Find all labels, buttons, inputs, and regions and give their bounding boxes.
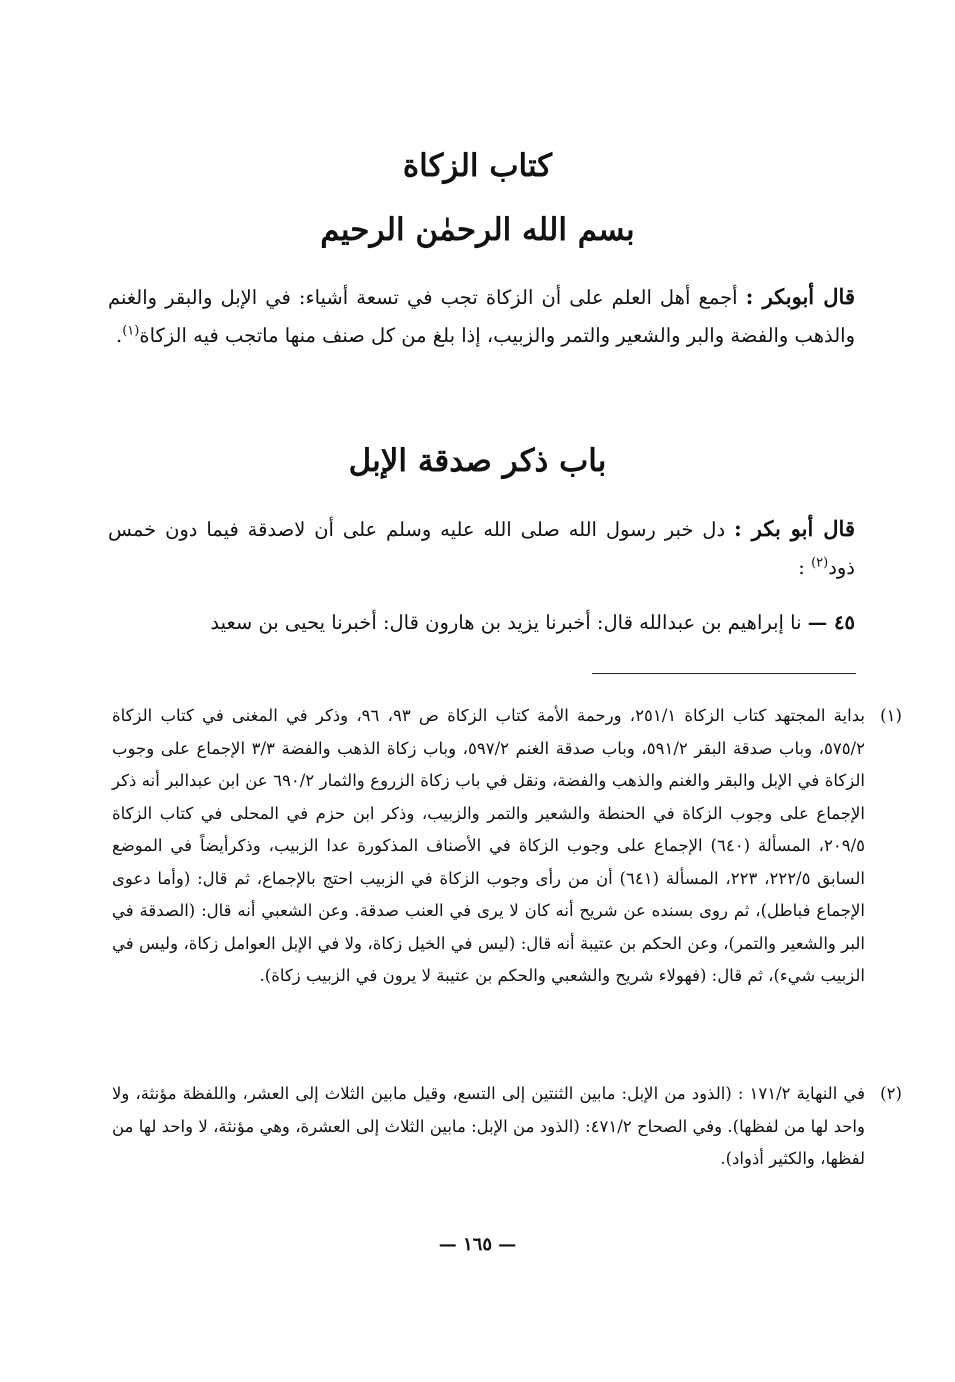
footnote-ref-1: (١) xyxy=(122,323,140,339)
narration-text: نا إبراهيم بن عبدالله قال: أخبرنا يزيد بن هارون قال: أخبرنا يحيى بن سعيد xyxy=(210,611,802,634)
section-title: باب ذكر صدقة الإبل xyxy=(348,443,607,479)
book-title: كتاب الزكاة xyxy=(402,148,553,184)
intro-paragraph xyxy=(108,278,855,355)
hadith-intro-end: : xyxy=(798,556,805,579)
basmala: بسم الله الرحمٰن الرحيم xyxy=(320,212,635,248)
intro-speaker: قال أبوبكر : xyxy=(745,284,855,309)
footnote-ref-2: (٢) xyxy=(811,555,829,571)
narration-paragraph xyxy=(108,604,855,642)
footnote-2-text: في النهاية ١٧١/٢ : (الذود من الإبل: مابين الثنتين إلى التسع، وقيل مابين الثلاث إلى العشر، واللفظة مؤنثة، ولا واحد لها من لفظها). وفي الصحاح ٤٧١/٢: (الذود من الإبل: مابين الثلاث إلى العشرة، وهي مؤنثة، لا واحد لها من لفظها، والكثير أذواد). xyxy=(112,1084,866,1168)
intro-text: أجمع أهل العلم على أن الزكاة تجب في تسعة أشياء: في الإبل والبقر والغنم والذهب والفضة والبر والشعير والتمر والزبيب، إذا بلغ من كل صنف منها ماتجب فيه الزكاة xyxy=(108,286,855,347)
page-number: — ١٦٥ — xyxy=(438,1234,517,1255)
footnote-1-text: بداية المجتهد كتاب الزكاة ٢٥١/١، ورحمة الأمة كتاب الزكاة ص ٩٣، ٩٦، وذكر في المغنى في كتاب الزكاة ٥٧٥/٢، وباب صدقة البقر ٥٩١/٢، وباب صدقة الغنم ٥٩٧/٢، وباب زكاة الذهب والفضة ٣/٣ الإجماع على وجوب الزكاة في الإبل والبقر والغنم والذهب والفضة، ونقل في باب زكاة الزروع والثمار ٦٩٠/٢ عن ابن عبدالبر أنه ذكر الإجماع على وجوب الزكاة في الحنطة والشعير والتمر والزبيب، وذكر ابن حزم في المحلى في كتاب الزكاة ٢٠٩/٥، المسألة (٦٤٠) الإجماع على وجوب الزكاة في الأصناف المذكورة عدا الزبيب، وذكرأيضاً في الموضع السابق ٢٢٢/٥، ٢٢٣، المسألة (٦٤١) أن من رأى وجوب الزكاة في الزبيب احتج بالإجماع، ثم قال: (وأما دعوى الإجماع فباطل)، ثم روى بسنده عن شريح أنه كان لا يرى في العنب صدقة. وعن الشعبي أنه قال: (الصدقة في البر والشعير والتمر)، وعن الحكم بن عتيبة أنه قال: (ليس في الخيل زكاة، ولا في الإبل العوامل زكاة، وليس في الزبيب شيء)، ثم قال: (فهولاء شريح والشعبي والحكم بن عتيبة لا يرون في الزبيب زكاة). xyxy=(112,706,866,985)
hadith-intro-text: دل خبر رسول الله صلى الله عليه وسلم على أن لاصدقة فيما دون خمس ذود xyxy=(108,518,855,579)
footnote-2 xyxy=(112,1078,902,1176)
hadith-intro-speaker: قال أبو بكر : xyxy=(734,516,855,541)
intro-end: . xyxy=(116,324,123,347)
footnote-1-number: (١) xyxy=(880,706,902,725)
hadith-intro-paragraph xyxy=(108,510,855,587)
footnote-separator xyxy=(592,673,856,674)
footnote-1 xyxy=(112,700,902,993)
narration-number: ٤٥ — xyxy=(807,611,855,634)
footnote-2-number: (٢) xyxy=(880,1084,902,1103)
